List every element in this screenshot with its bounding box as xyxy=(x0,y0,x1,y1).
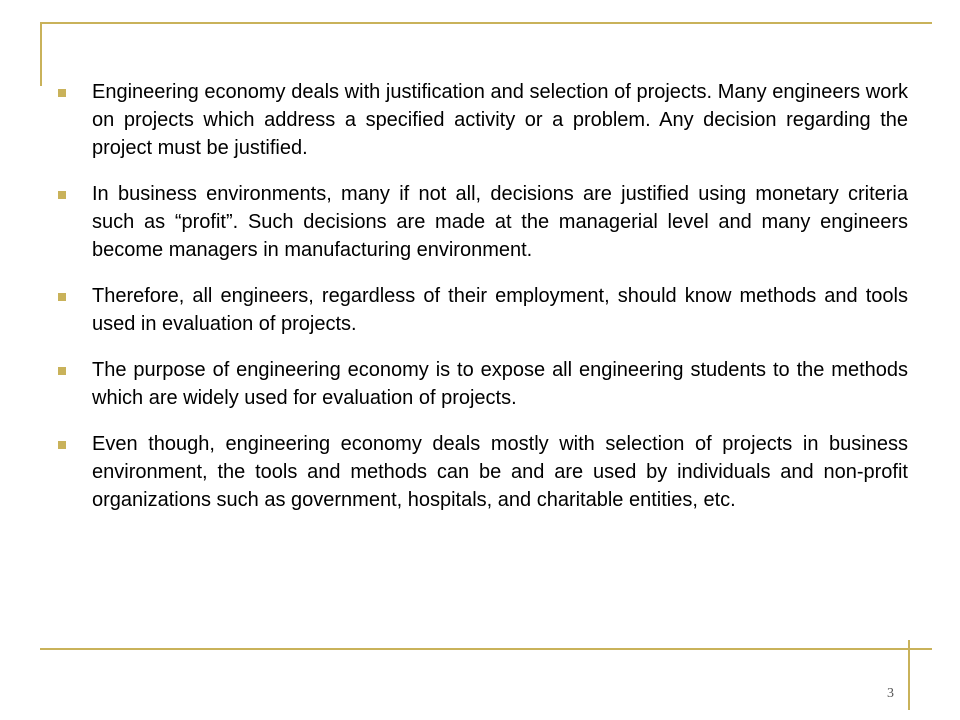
slide-content xyxy=(58,78,908,532)
bullet-item xyxy=(58,78,908,162)
bullet-text: Even though, engineering economy deals mostly with selection of projects in business environment, the tools and methods can be and are used by individuals and non-profit organizations such as government, hospitals, and charitable entities, etc. xyxy=(92,433,908,511)
frame-top-border xyxy=(40,22,932,24)
bullet-text: Engineering economy deals with justification and selection of projects. Many engineers work on projects which address a specified activity or a problem. Any decision regarding the project must be justified. xyxy=(92,81,908,159)
bullet-text: In business environments, many if not all, decisions are justified using monetary criteria such as “profit”. Such decisions are made at the managerial level and many engineers become managers in manufacturing environment. xyxy=(92,183,908,261)
bullet-item xyxy=(58,430,908,514)
page-number: 3 xyxy=(887,686,894,701)
bullet-item xyxy=(58,180,908,264)
square-bullet-icon xyxy=(58,191,66,199)
frame-bottom-border xyxy=(40,648,932,650)
frame-left-border xyxy=(40,22,42,86)
square-bullet-icon xyxy=(58,293,66,301)
square-bullet-icon xyxy=(58,89,66,97)
square-bullet-icon xyxy=(58,367,66,375)
bullet-text: Therefore, all engineers, regardless of their employment, should know methods and tools used in evaluation of projects. xyxy=(92,285,908,335)
bullet-text: The purpose of engineering economy is to expose all engineering students to the methods which are widely used for evaluation of projects. xyxy=(92,359,908,409)
bullet-item xyxy=(58,282,908,338)
frame-right-border xyxy=(908,640,910,710)
square-bullet-icon xyxy=(58,441,66,449)
bullet-item xyxy=(58,356,908,412)
